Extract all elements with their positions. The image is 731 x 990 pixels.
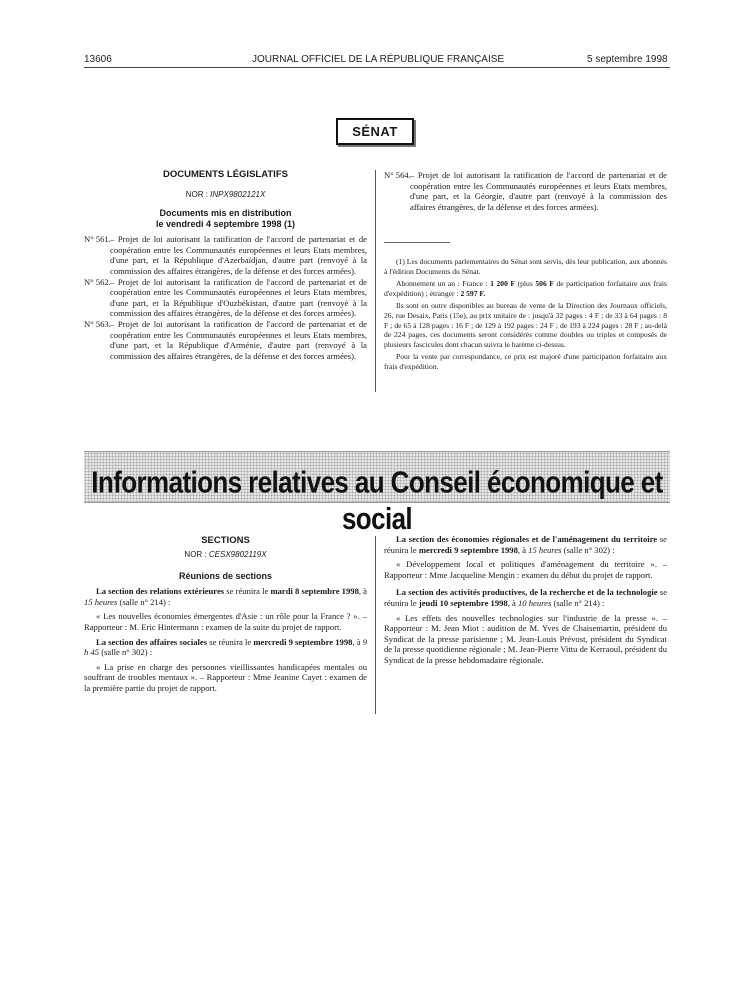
document-number: N° 564.: [384, 170, 411, 180]
correspondance-text: Pour la vente par correspondance, ce prix est majoré d'une participation forfaitaire aux frais d'expédition.: [384, 352, 667, 371]
document-text: – Projet de loi autorisant la ratification de l'accord de partenariat et de coopération entre les Communautés européennes et leurs Etats membres, d'une part, et la République d'Ouzbékistan, d'autre part (renvoyé à la commission des affaires étrangères, de la défense et des forces armées).: [110, 276, 367, 319]
document-number: N° 563.: [84, 318, 111, 329]
meeting-agenda: « Les nouvelles économies émergentes d'Asie : un rôle pour la France ? ». – Rapporteur : M. Eric Hintermann : examen de la suite du projet de rapport.: [84, 611, 367, 632]
nor-code: CESX9802119X: [208, 549, 267, 559]
document-text: – Projet de loi autorisant la ratification de l'accord de partenariat et de coopération entre les Communautés européennes et leurs Etats membres, d'une part, et la République d'Azerbaïdjan, d'autre part (renvoyé à la commission des affaires étrangères, de la défense et des forces armées).: [110, 234, 367, 276]
vente-text: Ils sont en outre disponibles au bureau de vente de la Direction des Journaux officiels, 26, rue Desaix, Paris (15e), au prix unitaire de : jusqu'à 32 pages : 4 F ; de 33 à 64 pages : 8 F ; de 65 à 128 pages : 16 F ; de 129 à 192 pages : 24 F ; de 193 à 224 pages : 28 F ; au-delà de 224 pages, ces documents seront considérés comme doubles ou triples et composés de plusieurs fascicules dont chacun suivra le barème ci-dessus.: [384, 301, 667, 349]
document-item: [84, 234, 367, 276]
footnote-separator: [384, 242, 450, 243]
ces-banner: [84, 451, 670, 536]
document-item: [84, 319, 367, 361]
nor-prefix: NOR :: [184, 549, 207, 559]
footnote-text: (1) Les documents parlementaires du Sénat sont servis, dès leur publication, aux abonnés à l'édition Documents du Sénat.: [384, 257, 667, 276]
ces-left-column: [84, 536, 367, 698]
document-text: – Projet de loi autorisant la ratification de l'accord de partenariat et de coopération entre les Communautés européennes et leurs Etats membres, d'une part, et la Géorgie, d'autre part (renvoyé à la commission des affaires étrangères, de la défense et des forces armées).: [410, 170, 667, 212]
nor-code: INPX9802121X: [210, 189, 266, 199]
sections-heading: SECTIONS: [201, 535, 250, 546]
document-text: – Projet de loi autorisant la ratification de l'accord de partenariat et de coopération entre les Communautés européennes et leurs Etats membres, d'une part, et la République d'Arménie, d'autre part (renvoyé à la commission des affaires étrangères, de la défense et des forces armées).: [110, 318, 367, 361]
document-number: N° 561.: [84, 234, 111, 245]
documents-legislatifs-heading: DOCUMENTS LÉGISLATIFS: [163, 169, 288, 180]
ces-column-divider: [375, 536, 376, 714]
abonnement-text: Abonnement un an : France : 1 200 F (plus 506 F de participation forfaitaire aux frais d'expédition) ; étranger : 2 597 F.: [384, 279, 667, 298]
ces-right-column: [384, 534, 667, 670]
reunions-heading: Réunions de sections: [178, 571, 273, 582]
meeting-agenda: « Développement local et politiques d'aménagement du territoire ». – Rapporteur : Mme Jacqueline Mengin : examen du début du projet de rapport.: [384, 559, 667, 580]
senat-nor: [84, 190, 367, 201]
senat-column-divider: [375, 170, 376, 392]
senat-footnotes: [384, 257, 667, 375]
meeting-announcement: La section des activités productives, de la recherche et de la technologie se réunira le jeudi 10 septembre 1998, à 10 heures (salle n° 214) :: [384, 587, 668, 608]
document-item: [384, 170, 667, 212]
header-rule: [84, 67, 670, 68]
journal-title: JOURNAL OFFICIEL DE LA RÉPUBLIQUE FRANÇAISE: [252, 54, 505, 65]
header-date: 5 septembre 1998: [587, 54, 668, 65]
distribution-title-2: le vendredi 4 septembre 1998 (1): [155, 219, 296, 230]
meeting-announcement: La section des affaires sociales se réunira le mercredi 9 septembre 1998, à 9 h 45 (salle n° 302) :: [84, 636, 367, 658]
senat-right-column: [384, 170, 667, 212]
page-number: 13606: [84, 54, 112, 65]
document-number: N° 562.: [84, 276, 111, 287]
nor-prefix: NOR :: [185, 189, 208, 199]
senat-label: SÉNAT: [336, 118, 414, 145]
distribution-title-1: Documents mis en distribution: [159, 208, 292, 219]
meeting-announcement: La section des économies régionales et de l'aménagement du territoire se réunira le mercredi 9 septembre 1998, à 15 heures (salle n° 302) :: [384, 534, 667, 555]
ces-banner-title: Informations relatives au Conseil économique et social: [91, 464, 663, 536]
ces-nor: [84, 550, 367, 561]
senat-left-column: [84, 170, 367, 361]
document-item: [84, 277, 367, 319]
meeting-agenda: « Les effets des nouvelles technologies sur l'industrie de la presse ». – Rapporteur : M. Jean Miot : audition de M. Yves de Chaisemartin, président du Syndicat de la presse parisienne ; M. Jean-Louis Prévost, président du Syndicat de la presse quotidienne régionale ; M. Jean-Pierre Vittu de Kerraoul, président du Syndicat de la presse hebdomadaire régionale.: [384, 612, 667, 665]
meeting-agenda: « La prise en charge des personnes vieillissantes handicapées mentales ou souffrant de troubles mentaux ». – Rapporteur : Mme Jeanine Cayet : examen de la première partie du projet de rapport.: [84, 661, 367, 693]
meeting-announcement: La section des relations extérieures se réunira le mardi 8 septembre 1998, à 15 heures (salle n° 214) :: [84, 586, 367, 607]
